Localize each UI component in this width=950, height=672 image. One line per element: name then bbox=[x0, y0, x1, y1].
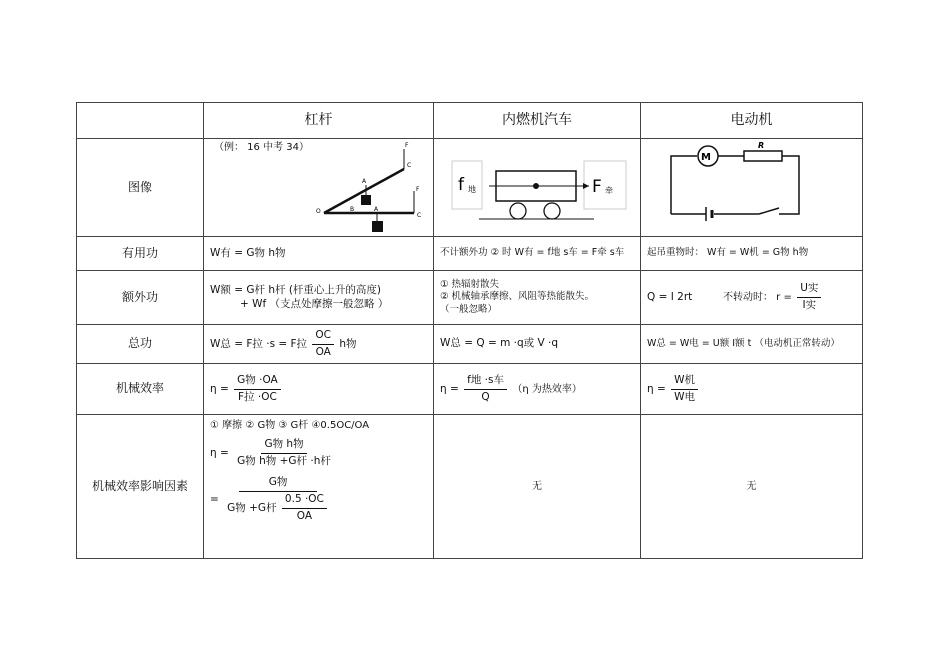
motor-extra-note: 不转动时： r = bbox=[722, 292, 792, 304]
lever-total-cell bbox=[204, 325, 434, 364]
resistor-symbol bbox=[744, 151, 782, 161]
row-label-image: 图像 bbox=[77, 139, 204, 237]
row-label-useful: 有用功 bbox=[77, 237, 204, 271]
engine-total: W总 = Q = m ·q或 V ·q bbox=[434, 325, 641, 364]
lever-factors-den2-left: G物 +G杆 bbox=[227, 502, 277, 515]
label-A1: A bbox=[362, 178, 367, 185]
arrow-right-icon bbox=[583, 183, 589, 189]
lever-eff-fraction bbox=[234, 374, 281, 404]
lever-factors-inner-num: 0.5 ·OC bbox=[282, 493, 327, 509]
motor-eff-num: W机 bbox=[671, 374, 698, 390]
engine-eff-fraction bbox=[464, 374, 507, 404]
lever-factors-cell bbox=[204, 415, 434, 559]
lever-factors-list: ① 摩擦 ② G物 ③ G杆 ④0.5OC/OA bbox=[210, 420, 370, 431]
row-label-factors: 机械效率影响因素 bbox=[77, 415, 204, 559]
engine-extra-line2: ② 机械轴承摩擦、风阻等热能散失。 bbox=[440, 291, 595, 303]
lever-eff-left: η = bbox=[210, 383, 229, 395]
lever-factors-eta: η = bbox=[210, 447, 229, 460]
label-f-sub: 地 bbox=[468, 185, 476, 194]
engine-useful: 不计额外功 ② 时 W有 = f地 s车 = F牵 s车 bbox=[434, 237, 641, 271]
car-diagram bbox=[434, 139, 640, 236]
motor-resistance-fraction bbox=[797, 282, 821, 312]
label-F: F bbox=[592, 177, 602, 197]
center-dot bbox=[533, 183, 539, 189]
engine-extra-cell bbox=[434, 271, 641, 325]
row-label-extra: 额外功 bbox=[77, 271, 204, 325]
motor-extra-cell bbox=[641, 271, 863, 325]
lever-factors-eq: = bbox=[210, 493, 219, 506]
engine-extra-line3: （一般忽略） bbox=[440, 303, 498, 315]
lever-factors-num1: G物 h物 bbox=[261, 438, 306, 454]
label-C2: C bbox=[417, 212, 422, 219]
label-C1: C bbox=[407, 162, 412, 169]
car-wheel-right bbox=[544, 203, 560, 219]
engine-image-cell bbox=[434, 139, 641, 237]
lever-factors-formula1 bbox=[210, 438, 427, 468]
row-label-efficiency: 机械效率 bbox=[77, 364, 204, 415]
header-lever: 杠杆 bbox=[204, 103, 434, 139]
label-F1: F bbox=[405, 142, 409, 149]
motor-efficiency-cell bbox=[641, 364, 863, 415]
engine-efficiency-cell bbox=[434, 364, 641, 415]
row-label-total: 总功 bbox=[77, 325, 204, 364]
label-A2: A bbox=[374, 206, 379, 213]
label-F2: F bbox=[416, 186, 420, 193]
motor-frac-den: I实 bbox=[802, 299, 817, 311]
label-B: B bbox=[350, 206, 355, 213]
wire-left bbox=[671, 156, 697, 214]
extra-work-row bbox=[77, 271, 863, 325]
lever-total-den: OA bbox=[315, 345, 331, 358]
motor-image-cell bbox=[641, 139, 863, 237]
factors-row bbox=[77, 415, 863, 559]
lever-total-left: W总 = F拉 ·s = F拉 bbox=[210, 338, 308, 350]
motor-useful: 起吊重物时： W有 = W机 = G物 h物 bbox=[641, 237, 863, 271]
lever-image-note: （例： 16 中考 34） bbox=[214, 142, 309, 153]
lever-factors-num2: G物 bbox=[239, 476, 318, 492]
lever-total-num: OC bbox=[312, 329, 334, 345]
engine-factors: 无 bbox=[434, 415, 641, 559]
weight-block-2 bbox=[372, 221, 383, 232]
lever-extra-line1: W额 = G杆 h杆 (杆重心上升的高度) bbox=[210, 283, 382, 296]
lever-extra-cell bbox=[204, 271, 434, 325]
motor-eff-fraction bbox=[671, 374, 698, 404]
engine-extra-line1: ① 热辐射散失 bbox=[440, 278, 500, 290]
lever-factors-inner-fraction bbox=[282, 493, 327, 523]
wire-right bbox=[779, 156, 799, 214]
engine-eff-note: （η 为热效率） bbox=[512, 384, 582, 395]
motor-extra-heat: Q = I 2rt bbox=[647, 291, 693, 304]
resistor-label: R bbox=[758, 141, 765, 150]
header-engine: 内燃机汽车 bbox=[434, 103, 641, 139]
car-wheel-left bbox=[510, 203, 526, 219]
lever-factors-formula2 bbox=[210, 476, 427, 523]
motor-label: M bbox=[701, 152, 711, 163]
lever-extra-line2: + Wf （支点处摩擦一般忽略 ） bbox=[240, 297, 389, 310]
motor-eff-den: W电 bbox=[674, 390, 696, 403]
circuit-diagram bbox=[641, 139, 862, 236]
comparison-table bbox=[76, 102, 863, 559]
image-row bbox=[77, 139, 863, 237]
header-empty bbox=[77, 103, 204, 139]
motor-frac-num: U实 bbox=[797, 282, 821, 298]
motor-eff-left: η = bbox=[647, 383, 666, 395]
engine-eff-num: f地 ·s车 bbox=[464, 374, 507, 390]
lever-eff-num: G物 ·OA bbox=[234, 374, 281, 390]
efficiency-row bbox=[77, 364, 863, 415]
lever-arm-inclined bbox=[324, 169, 404, 213]
motor-factors: 无 bbox=[641, 415, 863, 559]
engine-eff-den: Q bbox=[481, 390, 490, 403]
lever-total-fraction bbox=[312, 329, 334, 359]
label-F-sub: 牵 bbox=[605, 186, 613, 195]
lever-factors-fraction2 bbox=[224, 476, 332, 523]
header-motor: 电动机 bbox=[641, 103, 863, 139]
lever-factors-den2 bbox=[224, 492, 332, 523]
label-f: f bbox=[458, 175, 464, 195]
lever-factors-inner-den: OA bbox=[296, 509, 313, 522]
lever-efficiency-cell bbox=[204, 364, 434, 415]
lever-eff-den: F拉 ·OC bbox=[238, 390, 277, 403]
lever-factors-fraction1 bbox=[234, 438, 334, 468]
label-O: O bbox=[316, 208, 321, 215]
lever-factors-den1: G物 h物 +G杆 ·h杆 bbox=[237, 454, 331, 467]
motor-total: W总 = W电 = U额 I额 t （电动机正常转动） bbox=[641, 325, 863, 364]
lever-useful: W有 = G物 h物 bbox=[204, 237, 434, 271]
traction-label-box bbox=[584, 161, 626, 209]
header-row bbox=[77, 103, 863, 139]
weight-block-1 bbox=[361, 195, 371, 205]
switch-symbol bbox=[759, 208, 779, 214]
total-work-row bbox=[77, 325, 863, 364]
engine-eff-left: η = bbox=[440, 383, 459, 395]
lever-total-right: h物 bbox=[339, 338, 357, 350]
useful-work-row bbox=[77, 237, 863, 271]
friction-label-box bbox=[452, 161, 482, 209]
lever-image-cell bbox=[204, 139, 434, 237]
